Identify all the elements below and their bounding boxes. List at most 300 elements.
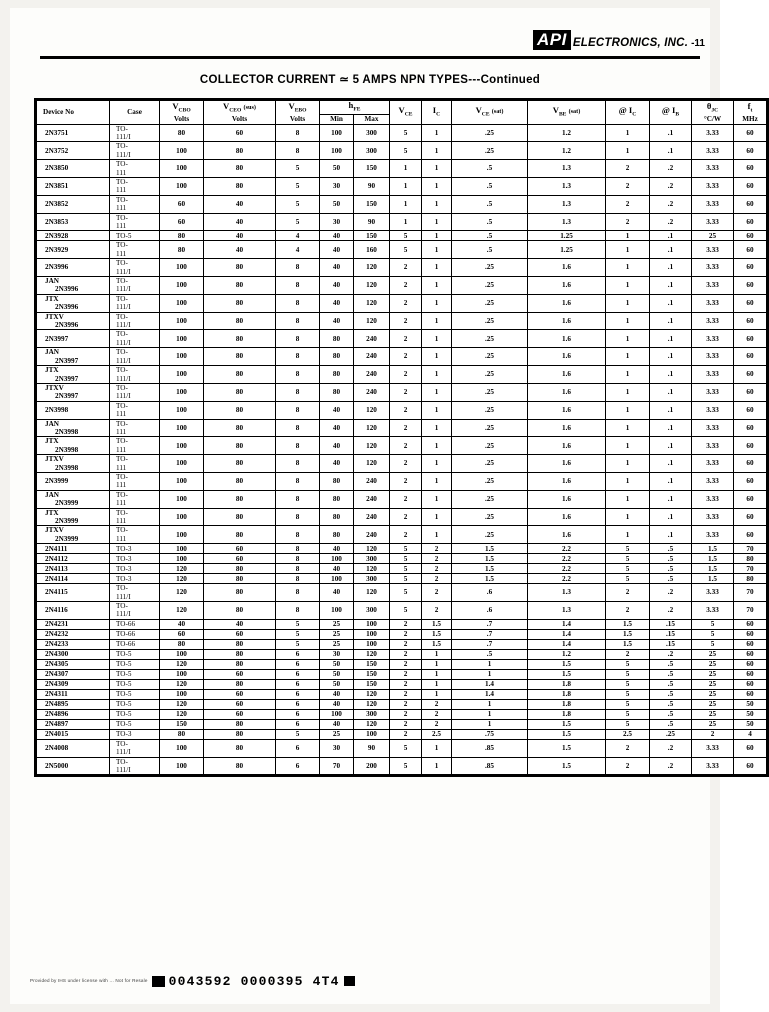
cell-ic: 2 (422, 554, 452, 564)
cell-hfe-max: 300 (354, 709, 390, 719)
cell-case: TO-66 (110, 639, 160, 649)
cell-ic: 1 (422, 455, 452, 473)
cell-hfe-max: 120 (354, 719, 390, 729)
cell-hfe-min: 25 (320, 629, 354, 639)
cell-vebo: 8 (276, 124, 320, 142)
cell-theta: 3.33 (692, 277, 734, 295)
page-number: -11 (691, 38, 705, 49)
cell-ic: 1 (422, 312, 452, 330)
case-secondary: 111/I (116, 766, 131, 775)
cell-at-ib: .25 (650, 729, 692, 739)
cell-at-ic: 1 (606, 472, 650, 490)
table-row (36, 699, 768, 709)
case-secondary: 111 (116, 427, 127, 436)
datasheet-sheet (10, 8, 758, 1004)
cell-vce-sat: .5 (452, 177, 528, 195)
cell-hfe-min: 40 (320, 544, 354, 554)
cell-ic: 1.5 (422, 619, 452, 629)
cell-ft: 60 (734, 689, 768, 699)
cell-ic: 1 (422, 383, 452, 401)
cell-device-no: JTXV 2N3998 (36, 455, 110, 473)
cell-at-ib: .5 (650, 679, 692, 689)
cell-ic: 1.5 (422, 629, 452, 639)
cell-theta: 25 (692, 649, 734, 659)
cell-ic: 2 (422, 544, 452, 554)
cell-case: TO- 111/I (110, 602, 160, 620)
cell-vcbo: 100 (160, 544, 204, 554)
table-row (36, 277, 768, 295)
cell-vebo: 8 (276, 401, 320, 419)
cell-vcbo: 80 (160, 231, 204, 241)
cell-vcbo: 120 (160, 574, 204, 584)
table-row (36, 195, 768, 213)
cell-case: TO- 111 (110, 472, 160, 490)
cell-theta: 3.33 (692, 602, 734, 620)
cell-case: TO-5 (110, 649, 160, 659)
cell-ic: 1 (422, 213, 452, 231)
cell-case: TO- 111/I (110, 757, 160, 776)
cell-vebo: 8 (276, 584, 320, 602)
cell-ic: 1 (422, 124, 452, 142)
cell-vbe-sat: 1.4 (528, 639, 606, 649)
cell-vbe-sat: 2.2 (528, 554, 606, 564)
table-row (36, 312, 768, 330)
cell-vceo: 40 (204, 195, 276, 213)
cell-device-no: 2N5000 (36, 757, 110, 776)
cell-hfe-max: 300 (354, 602, 390, 620)
cell-ft: 70 (734, 564, 768, 574)
cell-case: TO- 111 (110, 455, 160, 473)
col-vceo-sus: $V_{CEO}$ (sus) Volts (204, 100, 276, 125)
table-row (36, 241, 768, 259)
cell-vceo: 60 (204, 709, 276, 719)
cell-at-ib: .5 (650, 554, 692, 564)
cell-at-ib: .1 (650, 472, 692, 490)
cell-vce-sat: 1 (452, 699, 528, 709)
cell-ic: 1 (422, 259, 452, 277)
cell-vcbo: 60 (160, 213, 204, 231)
cell-hfe-min: 40 (320, 584, 354, 602)
cell-vce-sat: .25 (452, 259, 528, 277)
cell-theta: 3.33 (692, 419, 734, 437)
case-secondary: 111 (116, 445, 127, 454)
cell-at-ib: .1 (650, 330, 692, 348)
cell-vce-sat: 1 (452, 719, 528, 729)
cell-at-ic: 2 (606, 177, 650, 195)
cell-at-ic: 1 (606, 277, 650, 295)
cell-device-no: 2N4112 (36, 554, 110, 564)
col-hfe-max: Max (354, 115, 390, 124)
cell-hfe-max: 240 (354, 526, 390, 544)
cell-hfe-max: 120 (354, 455, 390, 473)
cell-vce: 5 (390, 231, 422, 241)
cell-theta: 1.5 (692, 544, 734, 554)
cell-ic: 1 (422, 437, 452, 455)
cell-ft: 60 (734, 472, 768, 490)
cell-vcbo: 100 (160, 419, 204, 437)
cell-hfe-min: 40 (320, 277, 354, 295)
table-row (36, 401, 768, 419)
cell-hfe-min: 70 (320, 757, 354, 776)
cell-vceo: 80 (204, 526, 276, 544)
cell-ic: 1 (422, 508, 452, 526)
cell-theta: 3.33 (692, 526, 734, 544)
cell-case: TO- 111 (110, 177, 160, 195)
cell-vcbo: 60 (160, 629, 204, 639)
cell-vce: 2 (390, 709, 422, 719)
cell-theta: 1.5 (692, 554, 734, 564)
cell-vcbo: 40 (160, 619, 204, 629)
cell-vbe-sat: 1.6 (528, 312, 606, 330)
cell-theta: 3.33 (692, 348, 734, 366)
cell-vce-sat: .25 (452, 312, 528, 330)
cell-vbe-sat: 1.3 (528, 602, 606, 620)
cell-hfe-max: 300 (354, 574, 390, 584)
cell-at-ib: .1 (650, 383, 692, 401)
cell-vbe-sat: 1.6 (528, 526, 606, 544)
cell-ft: 60 (734, 195, 768, 213)
cell-vceo: 80 (204, 366, 276, 384)
cell-case: TO- 111/I (110, 366, 160, 384)
cell-device-no: JAN 2N3997 (36, 348, 110, 366)
cell-device-no: 2N3852 (36, 195, 110, 213)
cell-ft: 60 (734, 669, 768, 679)
cell-vbe-sat: 1.6 (528, 455, 606, 473)
cell-vce-sat: .5 (452, 649, 528, 659)
cell-hfe-min: 80 (320, 330, 354, 348)
cell-vce-sat: 1.5 (452, 574, 528, 584)
cell-vceo: 80 (204, 739, 276, 757)
cell-ic: 2.5 (422, 729, 452, 739)
cell-case: TO- 111/I (110, 584, 160, 602)
cell-vcbo: 80 (160, 729, 204, 739)
cell-vceo: 60 (204, 699, 276, 709)
cell-at-ic: 1 (606, 490, 650, 508)
cell-ft: 50 (734, 709, 768, 719)
cell-device-no: 2N4232 (36, 629, 110, 639)
cell-at-ib: .1 (650, 231, 692, 241)
col-case: Case (110, 100, 160, 125)
cell-hfe-max: 120 (354, 312, 390, 330)
cell-vce-sat: .25 (452, 366, 528, 384)
cell-vbe-sat: 1.5 (528, 729, 606, 739)
cell-device-no: 2N4113 (36, 564, 110, 574)
case-secondary: 111 (116, 481, 127, 490)
cell-vce-sat: .7 (452, 629, 528, 639)
cell-device-no: 2N3752 (36, 142, 110, 160)
cell-vbe-sat: 1.2 (528, 142, 606, 160)
cell-case: TO- 111 (110, 437, 160, 455)
api-logo: API (533, 30, 571, 50)
cell-device-no: JAN 2N3999 (36, 490, 110, 508)
cell-vce: 2 (390, 639, 422, 649)
cell-vceo: 40 (204, 213, 276, 231)
cell-case: TO-66 (110, 619, 160, 629)
table-row (36, 437, 768, 455)
cell-at-ib: .1 (650, 277, 692, 295)
cell-device-no: 2N4015 (36, 729, 110, 739)
cell-vcbo: 100 (160, 366, 204, 384)
cell-theta: 3.33 (692, 195, 734, 213)
cell-hfe-max: 100 (354, 629, 390, 639)
cell-ft: 60 (734, 177, 768, 195)
table-row (36, 719, 768, 729)
cell-vebo: 8 (276, 277, 320, 295)
cell-theta: 3.33 (692, 177, 734, 195)
cell-ft: 60 (734, 508, 768, 526)
cell-vcbo: 80 (160, 639, 204, 649)
cell-ft: 60 (734, 757, 768, 776)
cell-device-no: 2N4114 (36, 574, 110, 584)
cell-theta: 3.33 (692, 508, 734, 526)
cell-hfe-min: 40 (320, 231, 354, 241)
table-row (36, 490, 768, 508)
cell-vceo: 80 (204, 490, 276, 508)
case-secondary: 111 (116, 204, 127, 213)
device-no-secondary: 2N3996 (55, 303, 79, 312)
cell-hfe-max: 240 (354, 472, 390, 490)
cell-vbe-sat: 1.6 (528, 294, 606, 312)
cell-hfe-max: 200 (354, 757, 390, 776)
cell-vce-sat: .25 (452, 472, 528, 490)
cell-ic: 1 (422, 142, 452, 160)
cell-ic: 1 (422, 649, 452, 659)
cell-device-no: 2N3853 (36, 213, 110, 231)
cell-hfe-max: 120 (354, 277, 390, 295)
cell-vceo: 40 (204, 241, 276, 259)
cell-hfe-min: 25 (320, 619, 354, 629)
table-row (36, 649, 768, 659)
cell-vce-sat: .5 (452, 160, 528, 178)
device-no-secondary: 2N3999 (55, 517, 79, 525)
cell-vbe-sat: 1.3 (528, 177, 606, 195)
cell-at-ic: 1 (606, 383, 650, 401)
cell-vceo: 80 (204, 639, 276, 649)
cell-vbe-sat: 1.4 (528, 619, 606, 629)
cell-vbe-sat: 1.6 (528, 330, 606, 348)
cell-case: TO- 111/I (110, 739, 160, 757)
device-no-secondary: 2N3998 (55, 445, 79, 454)
cell-vce: 2 (390, 383, 422, 401)
case-secondary: 111 (116, 186, 127, 195)
cell-device-no: 2N3850 (36, 160, 110, 178)
cell-at-ic: 5 (606, 574, 650, 584)
cell-vce: 5 (390, 142, 422, 160)
cell-ic: 1 (422, 195, 452, 213)
cell-vce: 2 (390, 699, 422, 709)
cell-hfe-max: 150 (354, 160, 390, 178)
cell-at-ic: 2 (606, 757, 650, 776)
cell-case: TO- 111/I (110, 277, 160, 295)
cell-at-ic: 5 (606, 669, 650, 679)
cell-case: TO- 111 (110, 401, 160, 419)
case-secondary: 111/I (116, 356, 131, 365)
cell-hfe-min: 50 (320, 160, 354, 178)
cell-device-no: 2N4300 (36, 649, 110, 659)
cell-vceo: 80 (204, 602, 276, 620)
cell-hfe-max: 150 (354, 195, 390, 213)
cell-ft: 60 (734, 124, 768, 142)
cell-vce: 2 (390, 689, 422, 699)
cell-vce: 2 (390, 455, 422, 473)
cell-vceo: 80 (204, 348, 276, 366)
cell-device-no: JTXV 2N3996 (36, 312, 110, 330)
cell-vcbo: 100 (160, 455, 204, 473)
cell-vce-sat: .25 (452, 437, 528, 455)
cell-hfe-max: 120 (354, 437, 390, 455)
cell-theta: 2 (692, 729, 734, 739)
cell-vcbo: 100 (160, 312, 204, 330)
cell-vceo: 80 (204, 437, 276, 455)
case-secondary: 111/I (116, 610, 131, 619)
cell-vce-sat: .6 (452, 602, 528, 620)
cell-vce-sat: .7 (452, 639, 528, 649)
cell-ft: 80 (734, 574, 768, 584)
table-row (36, 602, 768, 620)
cell-case: TO-5 (110, 719, 160, 729)
cell-vceo: 80 (204, 564, 276, 574)
cell-at-ic: 1 (606, 241, 650, 259)
cell-vce-sat: 1.4 (452, 679, 528, 689)
cell-vce: 5 (390, 554, 422, 564)
cell-ft: 60 (734, 213, 768, 231)
cell-vceo: 60 (204, 124, 276, 142)
cell-vbe-sat: 2.2 (528, 564, 606, 574)
cell-theta: 5 (692, 619, 734, 629)
cell-at-ic: 1 (606, 124, 650, 142)
col-vbe-sat: $V_{BE}$ (sat) (528, 100, 606, 125)
cell-hfe-min: 40 (320, 437, 354, 455)
case-secondary: 111 (116, 249, 127, 258)
cell-ft: 60 (734, 490, 768, 508)
cell-hfe-max: 150 (354, 669, 390, 679)
cell-ft: 50 (734, 719, 768, 729)
cell-theta: 3.33 (692, 330, 734, 348)
cell-vbe-sat: 1.3 (528, 213, 606, 231)
case-secondary: 111/I (116, 267, 131, 276)
cell-device-no: 2N4115 (36, 584, 110, 602)
cell-ic: 1 (422, 294, 452, 312)
table-row (36, 739, 768, 757)
cell-vcbo: 100 (160, 757, 204, 776)
cell-vce-sat: 1.4 (452, 689, 528, 699)
cell-case: TO- 111 (110, 419, 160, 437)
cell-at-ib: .1 (650, 294, 692, 312)
device-no-secondary: 2N3999 (55, 499, 79, 508)
cell-vcbo: 80 (160, 124, 204, 142)
table-row (36, 584, 768, 602)
cell-ft: 60 (734, 383, 768, 401)
cell-theta: 3.33 (692, 490, 734, 508)
cell-vceo: 60 (204, 554, 276, 564)
table-row (36, 177, 768, 195)
cell-at-ib: .2 (650, 649, 692, 659)
cell-ic: 1 (422, 669, 452, 679)
cell-hfe-min: 40 (320, 241, 354, 259)
cell-at-ib: .2 (650, 213, 692, 231)
cell-ft: 60 (734, 366, 768, 384)
cell-vce: 2 (390, 490, 422, 508)
cell-at-ic: 5 (606, 659, 650, 669)
table-row (36, 689, 768, 699)
cell-theta: 3.33 (692, 437, 734, 455)
cell-at-ib: .2 (650, 602, 692, 620)
cell-device-no: 2N4309 (36, 679, 110, 689)
cell-vce: 1 (390, 160, 422, 178)
col-at-ic: @ $I_C$ (606, 100, 650, 125)
cell-at-ib: .5 (650, 659, 692, 669)
cell-case: TO- 111/I (110, 312, 160, 330)
cell-device-no: 2N3998 (36, 401, 110, 419)
cell-at-ic: 5 (606, 564, 650, 574)
cell-at-ib: .1 (650, 312, 692, 330)
page-footer (30, 970, 720, 992)
cell-hfe-min: 40 (320, 564, 354, 574)
cell-theta: 3.33 (692, 259, 734, 277)
case-secondary: 111/I (116, 285, 131, 294)
cell-vcbo: 100 (160, 554, 204, 564)
cell-hfe-max: 240 (354, 366, 390, 384)
cell-vbe-sat: 1.6 (528, 419, 606, 437)
cell-case: TO- 111 (110, 160, 160, 178)
cell-vce: 2 (390, 629, 422, 639)
cell-vce: 2 (390, 729, 422, 739)
cell-theta: 25 (692, 719, 734, 729)
cell-hfe-min: 100 (320, 574, 354, 584)
table-row (36, 330, 768, 348)
case-secondary: 111/I (116, 132, 131, 141)
cell-device-no: 2N4305 (36, 659, 110, 669)
cell-at-ic: 1 (606, 455, 650, 473)
cell-vce-sat: .25 (452, 330, 528, 348)
cell-ic: 1 (422, 366, 452, 384)
cell-vcbo: 120 (160, 659, 204, 669)
cell-at-ib: .5 (650, 689, 692, 699)
cell-hfe-max: 100 (354, 619, 390, 629)
cell-vebo: 6 (276, 739, 320, 757)
cell-at-ib: .5 (650, 699, 692, 709)
cell-hfe-min: 80 (320, 383, 354, 401)
cell-device-no: 2N4111 (36, 544, 110, 554)
cell-device-no: 2N4896 (36, 709, 110, 719)
cell-vcbo: 100 (160, 526, 204, 544)
cell-ic: 1 (422, 757, 452, 776)
table-row (36, 669, 768, 679)
cell-at-ic: 1 (606, 231, 650, 241)
cell-vebo: 6 (276, 709, 320, 719)
table-row (36, 419, 768, 437)
cell-at-ic: 1 (606, 419, 650, 437)
cell-vce-sat: .25 (452, 348, 528, 366)
cell-hfe-max: 120 (354, 584, 390, 602)
cell-vceo: 60 (204, 669, 276, 679)
cell-ft: 70 (734, 602, 768, 620)
cell-device-no: 2N4233 (36, 639, 110, 649)
cell-ic: 2 (422, 699, 452, 709)
cell-hfe-min: 100 (320, 554, 354, 564)
cell-vceo: 80 (204, 142, 276, 160)
cell-vebo: 8 (276, 312, 320, 330)
device-no-secondary: 2N3999 (55, 534, 79, 543)
cell-case: TO-66 (110, 629, 160, 639)
cell-vbe-sat: 1.5 (528, 719, 606, 729)
cell-vcbo: 100 (160, 490, 204, 508)
cell-vceo: 60 (204, 629, 276, 639)
cell-vbe-sat: 1.2 (528, 124, 606, 142)
cell-hfe-max: 90 (354, 177, 390, 195)
cell-vce-sat: .25 (452, 294, 528, 312)
cell-vebo: 6 (276, 699, 320, 709)
